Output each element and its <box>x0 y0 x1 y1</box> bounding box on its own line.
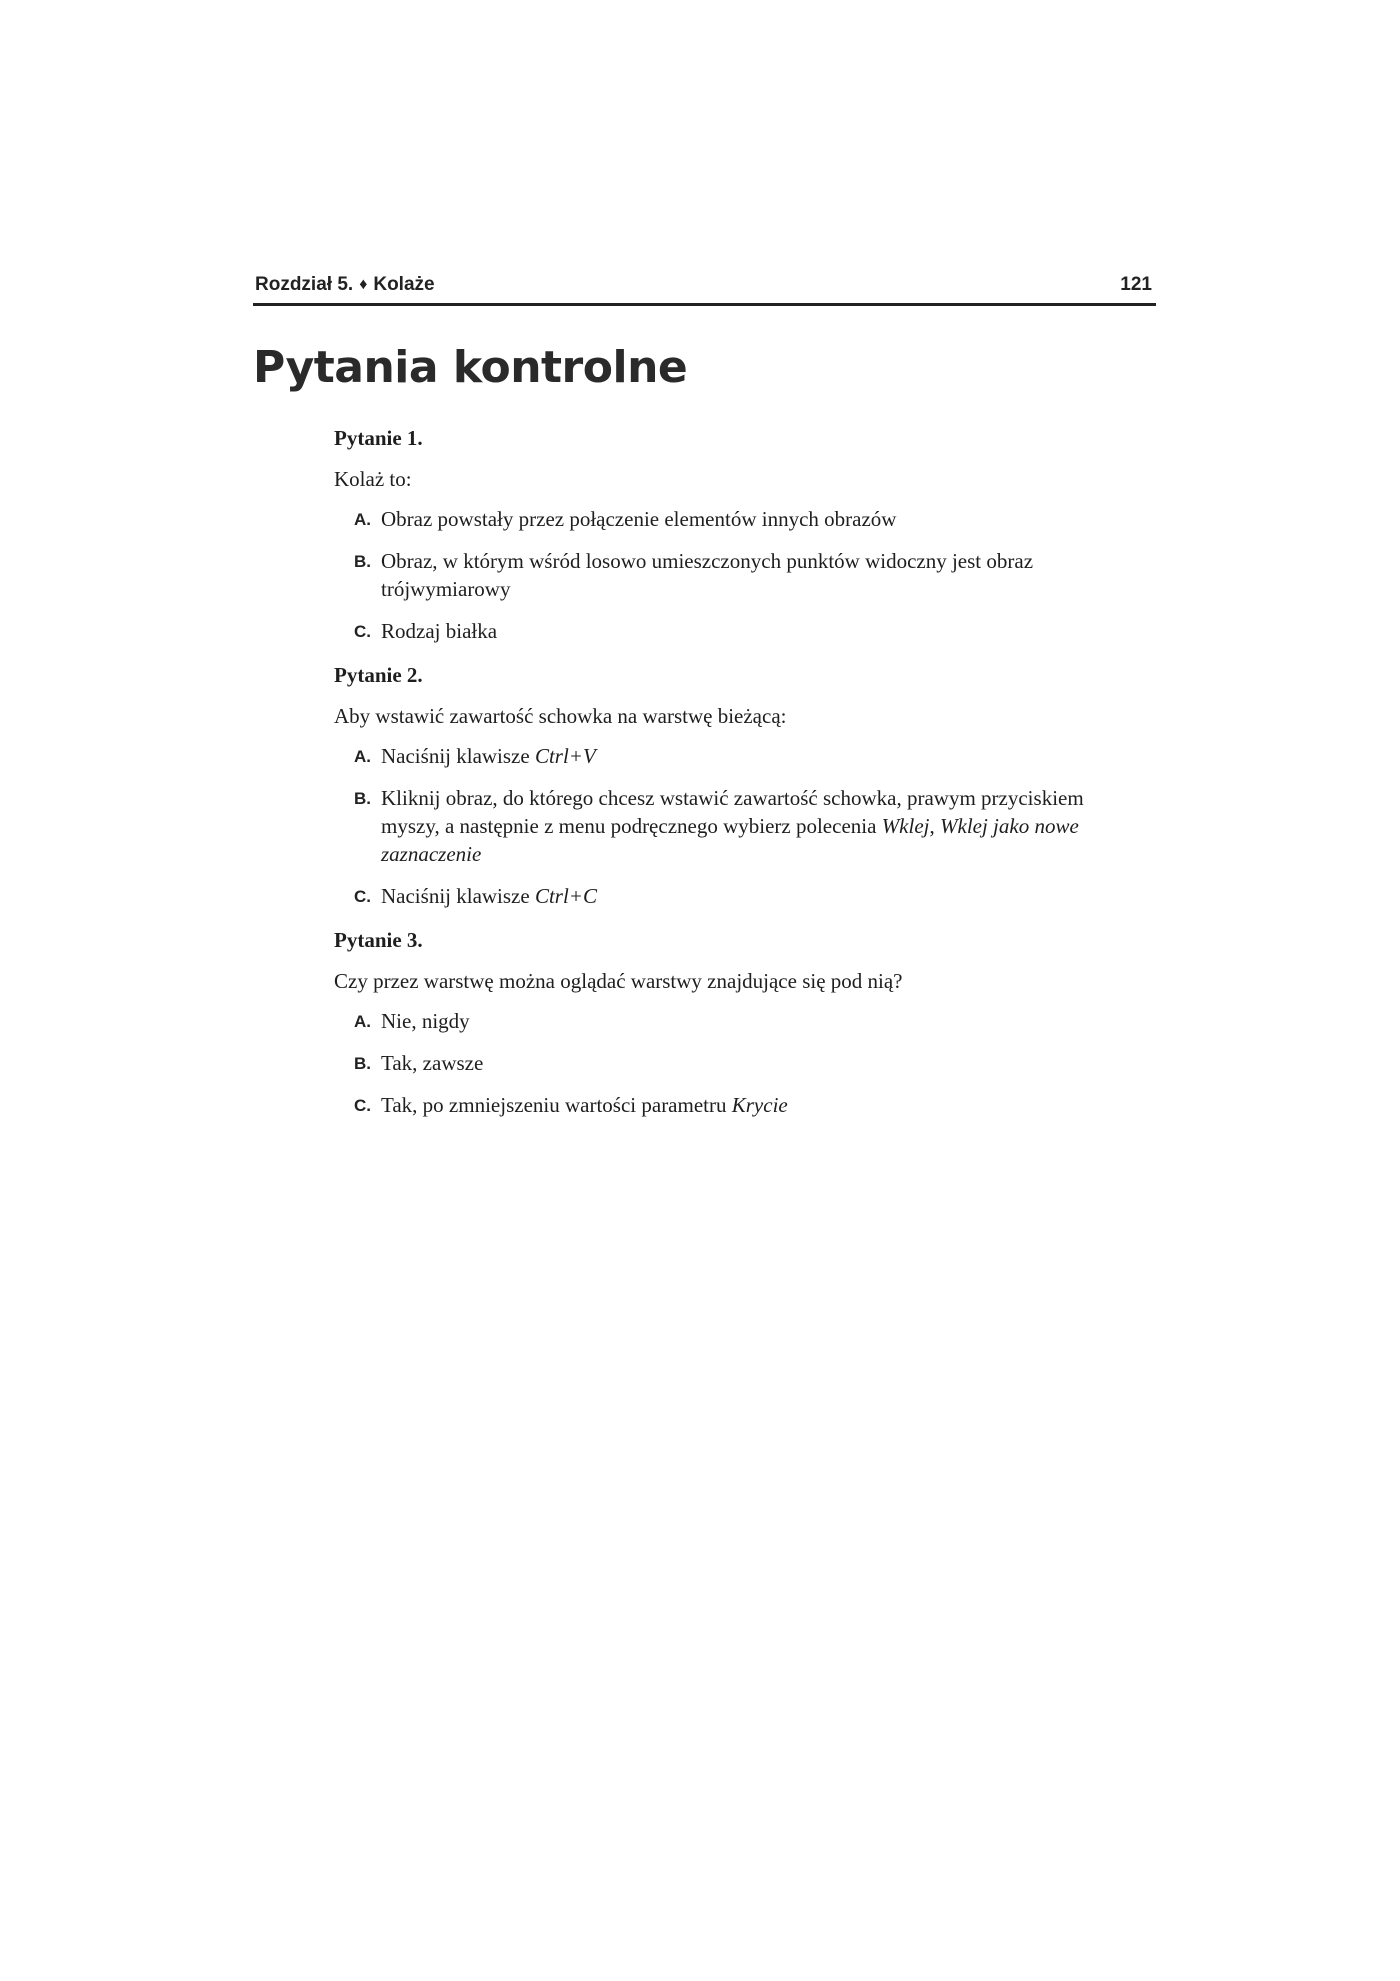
diamond-separator-icon: ♦ <box>359 276 368 293</box>
answer-text: Tak, po zmniejszeniu wartości parametru <box>381 1093 732 1117</box>
answer-letter: C. <box>354 1096 371 1115</box>
answer-text: Kliknij obraz, do którego chcesz wstawić zawartość schowka, prawym przyciskiem myszy, a następnie z menu podręcznego wybierz polecenia <box>381 786 1084 838</box>
answer-text: Obraz powstały przez połączenie elementów innych obrazów <box>381 507 897 531</box>
answer-list <box>334 505 1134 645</box>
answer-shortcut: Ctrl+C <box>534 884 597 908</box>
chapter-title: Kolaże <box>373 274 435 295</box>
answer-shortcut: Ctrl+V <box>534 744 596 768</box>
answer-letter: A. <box>354 1012 371 1031</box>
page-number: 121 <box>1120 274 1152 295</box>
answer-letter: A. <box>354 747 371 766</box>
answer-option <box>334 882 1134 910</box>
answer-option <box>334 742 1134 770</box>
question-1 <box>334 424 1134 645</box>
answer-option <box>334 1007 1134 1035</box>
question-prompt: Czy przez warstwę można oglądać warstwy znajdujące się pod nią? <box>334 969 903 993</box>
answer-list <box>334 742 1134 910</box>
question-title: Pytanie 1. <box>334 426 423 450</box>
answer-letter: A. <box>354 510 371 529</box>
answer-letter: C. <box>354 887 371 906</box>
question-prompt: Aby wstawić zawartość schowka na warstwę bieżącą: <box>334 704 787 728</box>
answer-list <box>334 1007 1134 1119</box>
answer-option <box>334 547 1134 603</box>
questions-list <box>334 424 1134 1135</box>
parameter-name: Krycie <box>731 1093 788 1117</box>
answer-text-separator: , <box>929 814 940 838</box>
answer-option <box>334 1091 1134 1119</box>
answer-letter: B. <box>354 789 371 808</box>
answer-option <box>334 784 1134 868</box>
answer-text: Rodzaj białka <box>381 619 498 643</box>
question-title: Pytanie 2. <box>334 663 423 687</box>
answer-option <box>334 505 1134 533</box>
answer-letter: B. <box>354 1054 371 1073</box>
question-title: Pytanie 3. <box>334 928 423 952</box>
question-prompt: Kolaż to: <box>334 467 412 491</box>
section-title: Pytania kontrolne <box>253 342 688 393</box>
answer-letter: C. <box>354 622 371 641</box>
answer-option <box>334 617 1134 645</box>
menu-command: Wklej jako nowe zaznaczenie <box>381 814 1079 866</box>
question-3 <box>334 926 1134 1119</box>
running-header <box>253 271 1156 306</box>
question-2 <box>334 661 1134 910</box>
answer-text: Naciśnij klawisze <box>381 744 535 768</box>
answer-option <box>334 1049 1134 1077</box>
menu-command: Wklej <box>881 814 930 838</box>
answer-text: Nie, nigdy <box>381 1009 470 1033</box>
answer-text: Obraz, w którym wśród losowo umieszczonych punktów widoczny jest obraz trójwymiarowy <box>381 549 1034 601</box>
chapter-number: Rozdział 5. <box>255 274 354 295</box>
answer-text: Naciśnij klawisze <box>381 884 535 908</box>
answer-letter: B. <box>354 552 371 571</box>
answer-text: Tak, zawsze <box>381 1051 484 1075</box>
chapter-label <box>255 274 435 296</box>
